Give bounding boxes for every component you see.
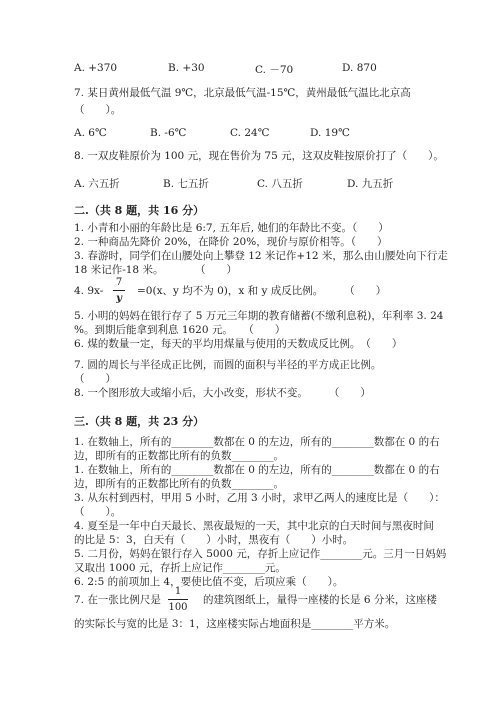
s3-q1-line-1: 1. 在数轴上，所有的________数都在 0 的左边，所有的________数都在 0 的右: [74, 436, 440, 448]
s3-q4-line-2: 的比是 5：3，白天有（ ）小时，黑夜有（ ）小时。: [74, 534, 354, 546]
s3-q7-prefix: 7. 在一张比例尺是: [74, 594, 161, 606]
s3-q4-line-1: 4. 夏至是一年中白天最长、黑夜最短的一天，其中北京的白天时间与黑夜时间: [74, 520, 434, 532]
q7-option-b: B. -6℃: [150, 127, 187, 139]
s2-q8: 8. 一个图形放大或缩小后，大小改变，形状不变。 （ ）: [74, 387, 371, 399]
s3-q7-suffix: 的建筑图纸上，量得一座楼的长是 6 分米，这座楼: [203, 594, 437, 606]
s3-q7-line-2: 的实际长与宽的比是 3：1，这座楼实际占地面积是________平方米。: [74, 618, 396, 630]
s2-q7-line-2: （ ）: [74, 373, 116, 385]
q7-option-a: A. 6℃: [74, 127, 107, 139]
s2-q1: 1. 小青和小丽的年龄比是 6:7, 五年后, 她们的年龄比不变。（ ）: [74, 222, 389, 234]
s2-q3-line-1: 3. 春游时，同学们在山腰处向上攀登 12 米记作+12 米，那么由山腰处向下行走: [74, 250, 448, 262]
q7-options: [74, 127, 434, 140]
s2-q5-line-2: %。到期后能拿到利息 1620 元。 （ ）: [74, 324, 286, 336]
s3-q1-line-2: 边，即所有的正数都比所有的负数________。: [74, 450, 284, 462]
s3-q5-line-2: 又取出 1000 元，存折上应记作________元。: [74, 562, 286, 574]
q6-option-a: A. +370: [74, 62, 118, 74]
q8-option-b: B. 七五折: [163, 178, 209, 190]
q8-option-d: D. 九五折: [347, 178, 394, 190]
s2-q4-suffix: =0(x、y 均不为 0)，x 和 y 成反比例。 （ ）: [137, 285, 387, 297]
q8-option-a: A. 六五折: [74, 178, 120, 190]
s3-q2-line-1: 1. 在数轴上，所有的________数都在 0 的左边，所有的________数都在 0 的右: [74, 464, 440, 476]
s2-q4-numerator: 7: [115, 277, 123, 288]
s2-q4-prefix: 4. 9x-: [74, 285, 104, 297]
s2-q7-line-1: 7. 圆的周长与半径成正比例，而圆的面积与半径的平方成正比例。: [74, 359, 382, 371]
q6-option-b: B. +30: [168, 62, 205, 74]
q8-option-c: C. 八五折: [257, 178, 303, 190]
q8-text: 8. 一双皮鞋原价为 100 元，现在售价为 75 元，这双皮鞋按原价打了（ ）。: [74, 150, 444, 162]
s3-q2-line-2: 边，即所有的正数都比所有的负数________。: [74, 478, 284, 490]
section-2-title: 二.（共 8 题，共 16 分）: [74, 204, 205, 217]
s3-q3-line-1: 3. 从东村到西村，甲用 5 小时，乙用 3 小时，求甲乙两人的速度比是（ ）：: [74, 492, 445, 504]
q6-option-d: D. 870: [342, 62, 377, 74]
s3-q6: 6. 2:5 的前项加上 4，要使比值不变，后项应乘（ ）。: [74, 576, 344, 588]
q6-options: [74, 62, 434, 75]
s3-q7-denominator: 100: [168, 602, 188, 613]
s3-q3-line-2: （ ）。: [74, 506, 122, 518]
s3-q7-numerator: 1: [174, 586, 182, 597]
fraction-bar: [168, 599, 188, 600]
q7-line-1: 7. 某日黄州最低气温 9℃，北京最低气温-15℃，黄州最低气温比北京高: [74, 87, 411, 99]
s3-q5-line-1: 5. 二月份，妈妈在银行存入 5000 元，存折上应记作________元。三月一日妈妈: [74, 548, 447, 560]
q6-option-c: C. －70: [255, 64, 294, 76]
q7-option-d: D. 19℃: [310, 127, 350, 139]
s2-q4-denominator: y: [116, 293, 122, 304]
s2-q6: 6. 煤的数量一定，每天的平均用煤量与使用的天数成反比例。 （ ）: [74, 338, 403, 350]
fraction-bar: [113, 290, 125, 291]
q8-options: [74, 176, 434, 189]
s2-q5-line-1: 5. 小明的妈妈在银行存了 5 万元三年期的教育储蓄(不缴利息税)，年利率 3. 24: [74, 310, 444, 322]
s2-q2: 2. 一种商品先降价 20%，在降价 20%，现价与原价相等。（ ）: [74, 236, 388, 248]
s2-q3-line-2: 18 米记作-18 米。 （ ）: [74, 264, 237, 276]
s2-q4-fraction: [113, 277, 125, 304]
q7-option-c: C. 24℃: [230, 127, 270, 139]
s3-q7-fraction: [168, 586, 188, 613]
q7-line-2: （ ）。: [74, 104, 122, 116]
section-3-title: 三.（共 8 题，共 23 分）: [74, 415, 205, 428]
